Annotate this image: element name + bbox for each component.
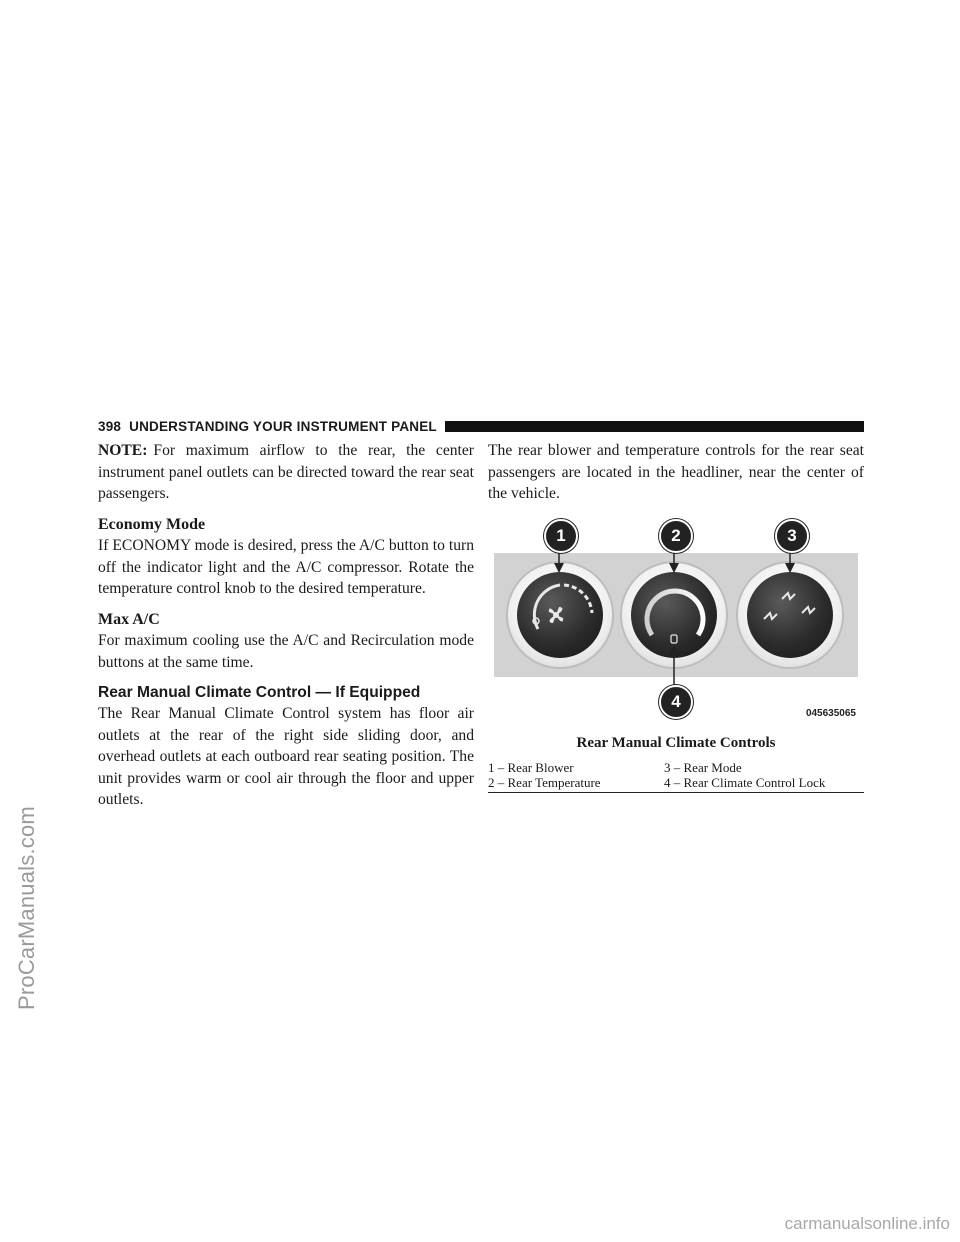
note-text: For maximum airflow to the rear, the center instrument panel outlets can be directed toward the rear seat passengers. xyxy=(98,442,474,502)
page-header xyxy=(98,418,864,434)
left-column xyxy=(98,440,474,811)
right-column xyxy=(488,440,864,793)
note-paragraph xyxy=(98,440,474,505)
figure-legend xyxy=(488,760,864,793)
callout-2: 2 xyxy=(659,519,693,553)
page-number: 398 xyxy=(98,418,122,434)
section-header-title: UNDERSTANDING YOUR INSTRUMENT PANEL xyxy=(129,418,437,434)
legend-item: 1 – Rear Blower xyxy=(488,759,574,775)
max-ac-text: For maximum cooling use the A/C and Recirculation mode buttons at the same time. xyxy=(98,632,474,671)
figure-caption: Rear Manual Climate Controls xyxy=(576,734,776,751)
legend-item: 2 – Rear Temperature xyxy=(488,774,601,790)
rear-climate-heading: Rear Manual Climate Control — If Equipped xyxy=(98,684,421,701)
intro-paragraph: The rear blower and temperature controls for the rear seat passengers are located in the headliner, near the center of the vehicle. xyxy=(488,442,864,502)
callout-3: 3 xyxy=(775,519,809,553)
legend-item: 4 – Rear Climate Control Lock xyxy=(664,774,826,790)
legend-item: 3 – Rear Mode xyxy=(664,759,742,775)
climate-controls-figure xyxy=(488,515,860,729)
callout-1: 1 xyxy=(544,519,578,553)
callout-4: 4 xyxy=(659,685,693,719)
economy-mode-text: If ECONOMY mode is desired, press the A/C button to turn off the indicator light and the A/C compressor. Rotate the temperature control knob to the desired temperature. xyxy=(98,537,474,597)
figure-code: 045635065 xyxy=(805,707,856,719)
rear-climate-text: The Rear Manual Climate Control system has floor air outlets at the rear of the right side sliding door, and overhead outlets at each outboard rear seating position. The unit provides warm or cool air through the floor and upper outlets. xyxy=(98,705,474,808)
footer-watermark: carmanualsonline.info xyxy=(784,1214,950,1233)
max-ac-heading: Max A/C xyxy=(98,610,160,628)
economy-mode-heading: Economy Mode xyxy=(98,515,206,533)
side-watermark: ProCarManuals.com xyxy=(14,806,39,1010)
note-label: NOTE: xyxy=(98,442,148,459)
header-rule xyxy=(445,421,864,432)
